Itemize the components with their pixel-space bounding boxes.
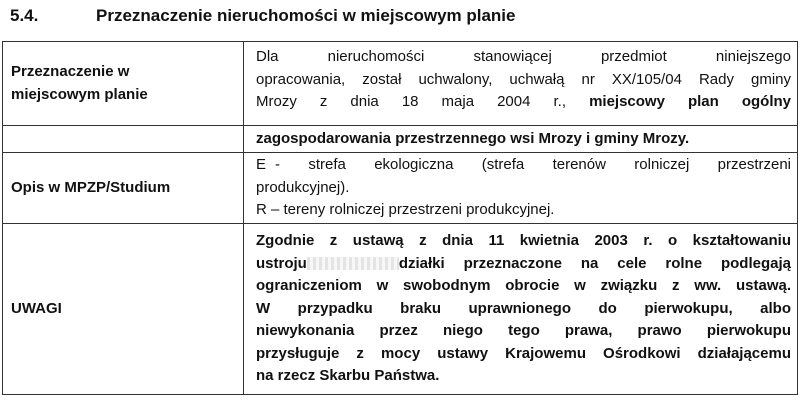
text-line: ograniczeniom w swobodnym obrocie w związku z ww. ustawą. — [256, 277, 791, 295]
text-line: opracowania, został uchwalony, uchwałą nr XX/105/04 Rady gminy — [256, 70, 791, 88]
zone-code-e: E - — [256, 156, 280, 174]
text-segment: działki przeznaczone na cele rolne podlegają — [398, 254, 791, 272]
label-line: miejscowym planie — [11, 85, 148, 103]
text-segment: ustroju — [256, 254, 307, 272]
text-line: Dla nieruchomości stanowiącej przedmiot niniejszego — [256, 48, 791, 65]
plan-name-bold: miejscowy plan ogólny — [589, 93, 792, 110]
text-line — [256, 253, 791, 276]
text-line: na rzecz Skarbu Państwa. — [256, 367, 440, 385]
table-row-continuation — [3, 126, 798, 153]
row-content-opis — [244, 153, 798, 224]
empty-label-cell — [3, 126, 244, 153]
section-number: 5.4. — [10, 6, 39, 25]
text-line: produkcyjnej). — [256, 178, 350, 196]
row-label-opis: Opis w MPZP/Studium — [3, 153, 244, 224]
section-title: Przeznaczenie nieruchomości w miejscowym planie — [96, 6, 516, 25]
section-heading — [10, 6, 790, 32]
text-line — [256, 91, 791, 114]
text-line — [256, 154, 791, 177]
zone-e-description: strefa ekologiczna (strefa terenów rolniczej przestrzeni — [308, 156, 792, 174]
row-label-uwagi: UWAGI — [3, 224, 244, 395]
zone-r-description: R – tereny rolniczej przestrzeni produkcyjnej. — [256, 201, 555, 219]
label-line: Przeznaczenie w — [11, 63, 130, 80]
table-row-przeznaczenie — [3, 42, 798, 126]
table-row-opis — [3, 153, 798, 224]
plan-name-continuation: zagospodarowania przestrzennego wsi Mrozy i gminy Mrozy. — [256, 129, 690, 147]
text-segment: Mrozy z dnia 18 maja 2004 r., — [256, 93, 567, 110]
redacted-text — [307, 257, 399, 270]
row-label-przeznaczenie — [3, 42, 244, 126]
row-content-uwagi — [244, 224, 798, 395]
text-line: Zgodnie z ustawą z dnia 11 kwietnia 2003 r. o kształtowaniu — [256, 232, 791, 250]
row-content-continuation — [244, 126, 798, 153]
property-designation-table — [2, 41, 798, 395]
text-line: niewykonania przez niego tego prawa, prawo pierwokupu — [256, 322, 791, 340]
text-line: W przypadku braku uprawnionego do pierwokupu, albo — [256, 299, 791, 317]
text-line: przysługuje z mocy ustawy Krajowemu Ośrodkowi działającemu — [256, 344, 791, 362]
row-content-przeznaczenie — [244, 42, 798, 126]
table-row-uwagi — [3, 224, 798, 395]
